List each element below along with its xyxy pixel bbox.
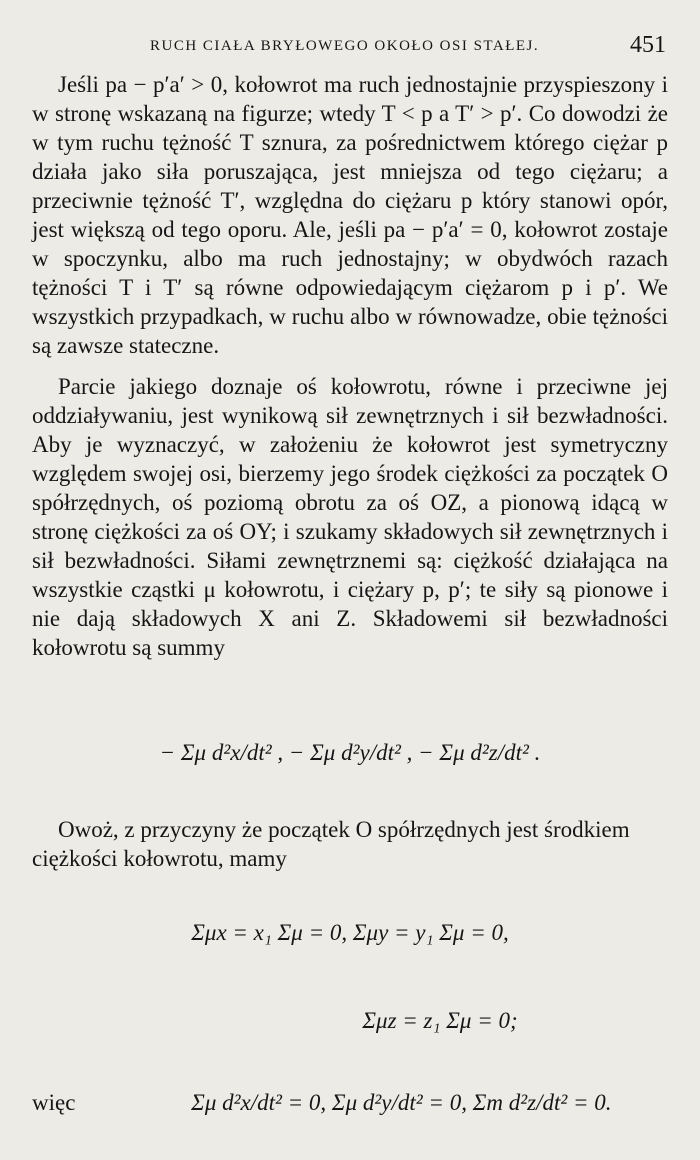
page-number: 451 bbox=[630, 32, 666, 58]
running-title: RUCH CIAŁA BRYŁOWEGO OKOŁO OSI STAŁEJ. bbox=[150, 38, 540, 54]
paragraph: Jeśli pa − p′a′ > 0, kołowrot ma ruch jednostajnie przyspieszony i w stronę wskazaną na figurze; wtedy T < p a T′ > p′. Co dowodzi że w tym ruchu tężność T sznura, za pośrednictwem którego ciężar p działa jako siła poruszająca, jest mniejsza od tego ciężaru; a przeciwnie tężność T′, względna do ciężaru p który stanowi opór, jest większą od tego oporu. Ale, jeśli pa − p′a′ = 0, kołowrot zostaje w spoczynku, albo ma ruch jednostajny; w obydwóch razach tężności T i T′ są równe odpowiedającym ciężarom p i p′. We wszystkich przypadkach, w ruchu albo w równowadze, obie tężności są zawsze stateczne. bbox=[32, 72, 668, 358]
formula-inertia: − Σμ d²x/dt² , − Σμ d²y/dt² , − Σμ d²z/dt² . bbox=[159, 740, 541, 765]
formula-label: więc bbox=[32, 1090, 76, 1115]
body-text bbox=[32, 70, 668, 662]
formula-final: Σμ d²x/dt² = 0, Σμ d²y/dt² = 0, Σm d²z/dt² = 0. bbox=[191, 1090, 612, 1115]
formula-centroid-z: Σμz = z₁ Σμ = 0; bbox=[362, 1008, 518, 1033]
body-text-continued bbox=[32, 815, 668, 873]
page-header bbox=[40, 32, 670, 62]
paragraph: Parcie jakiego doznaje oś kołowrotu, równe i przeciwne jej oddziaływaniu, jest wynikową sił zewnętrznych i sił bezwładności. Aby je wyznaczyć, w założeniu że kołowrot jest symetryczny względem swojej osi, bierzemy jego środek ciężkości za początek O spółrzędnych, oś poziomą obrotu za oś OZ, a pionową idącą w stronę ciężkości za oś OY; i szukamy składowych sił zewnętrznych i sił bezwładności. Siłami zewnętrznemi są: ciężkość działająca na wszystkie cząstki μ kołowrotu, i ciężary p, p′; te siły są pionowe i nie dają składowych X ani Z. Składowemi sił bezwładności kołowrotu są summy bbox=[32, 374, 668, 660]
paragraph: Owoż, z przyczyny że początek O spółrzędnych jest środkiem ciężkości kołowrotu, mamy bbox=[32, 817, 630, 871]
formula-final-row bbox=[32, 1090, 700, 1116]
formula-centroid-xy: Σμx = x₁ Σμ = 0, Σμy = y₁ Σμ = 0, bbox=[191, 920, 509, 945]
